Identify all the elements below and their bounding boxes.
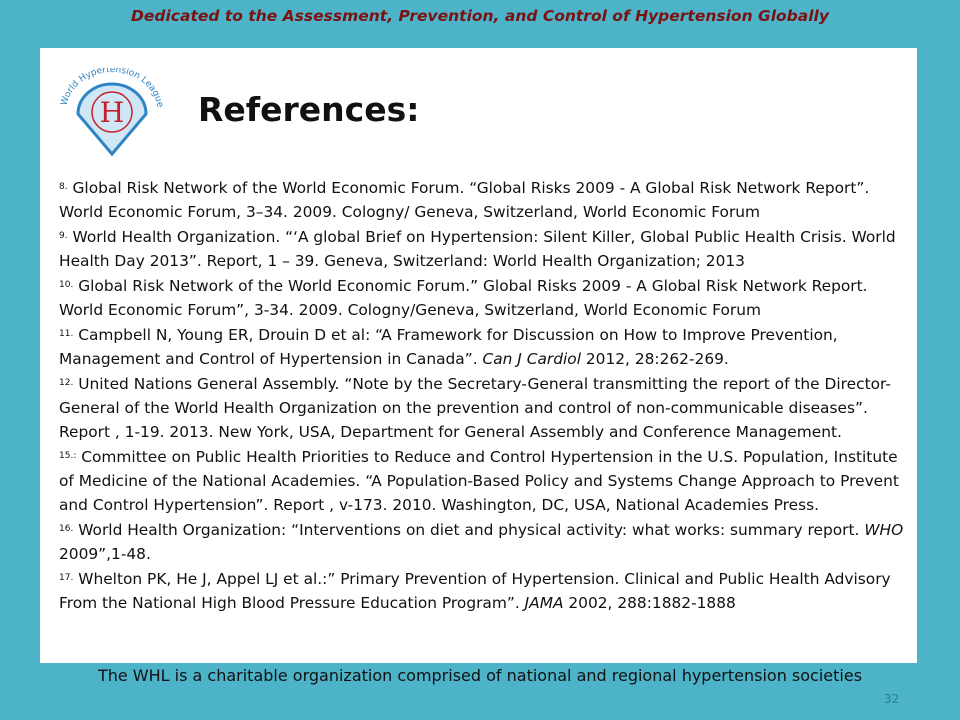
reference-text: World Health Organization: “Interventions on diet and physical activity: what works: summary report. (78, 521, 865, 539)
reference-journal: JAMA (524, 594, 564, 612)
page-title: References: (198, 90, 420, 129)
reference-text-tail: 2009”,1-48. (59, 545, 151, 563)
reference-text: Whelton PK, He J, Appel LJ et al.:” Primary Prevention of Hypertension. Clinical and Public Health Advisory From the National High Blood Pressure Education Program”. (59, 570, 891, 612)
reference-text: Campbell N, Young ER, Drouin D et al: “A Framework for Discussion on How to Improve Prevention, Management and Control of Hypertension in Canada”. (59, 326, 838, 368)
reference-item (59, 517, 909, 566)
whl-logo (56, 68, 168, 158)
reference-text: Global Risk Network of the World Economic Forum.” Global Risks 2009 - A Global Risk Network Report. World Economic Forum”, 3-34. 2009. Cologny/Geneva, Switzerland, World Economic Forum (59, 277, 868, 319)
slide-panel (40, 48, 917, 663)
reference-item (59, 566, 909, 615)
reference-list (59, 175, 909, 615)
reference-text: Global Risk Network of the World Economic Forum. “Global Risks 2009 - A Global Risk Network Report”. World Economic Forum, 3–34. 2009. Cologny/ Geneva, Switzerland, World Economic Forum (59, 179, 870, 221)
reference-text-tail: 2002, 288:1882-1888 (563, 594, 736, 612)
reference-number: 11. (59, 329, 74, 339)
reference-journal: WHO (864, 521, 904, 539)
header-banner: Dedicated to the Assessment, Prevention, and Control of Hypertension Globally (131, 7, 829, 25)
reference-text: World Health Organization. “‘A global Brief on Hypertension: Silent Killer, Global Public Health Crisis. World Health Day 2013”. Report, 1 – 39. Geneva, Switzerland: World Health Organization; 2013 (59, 228, 896, 270)
reference-journal: Can J Cardiol (482, 350, 581, 368)
reference-number: 8. (59, 182, 68, 192)
footer-text: The WHL is a charitable organization comprised of national and regional hypertension societies (97, 666, 863, 685)
reference-text: United Nations General Assembly. “Note by the Secretary-General transmitting the report of the Director-General of the World Health Organization on the prevention and control of non-communicable diseases”. Report , 1-19. 2013. New York, USA, Department for General Assembly and Conference Management. (59, 375, 891, 441)
reference-item (59, 322, 909, 371)
reference-number: 9. (59, 231, 68, 241)
whl-logo-icon (56, 68, 168, 158)
reference-item (59, 371, 909, 444)
reference-item (59, 273, 909, 322)
reference-item (59, 444, 909, 517)
reference-text: Committee on Public Health Priorities to Reduce and Control Hypertension in the U.S. Population, Institute of Medicine of the National Academies. “A Population-Based Policy and Systems Change Approach to Prevent and Control Hypertension”. Report , v-173. 2010. Washington, DC, USA, National Academies Press. (59, 448, 899, 514)
reference-number: 17. (59, 573, 74, 583)
reference-number: 16. (59, 524, 74, 534)
logo-letter: H (99, 96, 125, 129)
reference-number: 15.: (59, 451, 77, 461)
logo-arc-text: World Hypertension League (59, 68, 165, 109)
reference-number: 10. (59, 280, 74, 290)
reference-text-tail: 2012, 28:262-269. (580, 350, 729, 368)
reference-number: 12. (59, 378, 74, 388)
reference-item (59, 224, 909, 273)
page-number: 32 (884, 692, 900, 706)
reference-item (59, 175, 909, 224)
